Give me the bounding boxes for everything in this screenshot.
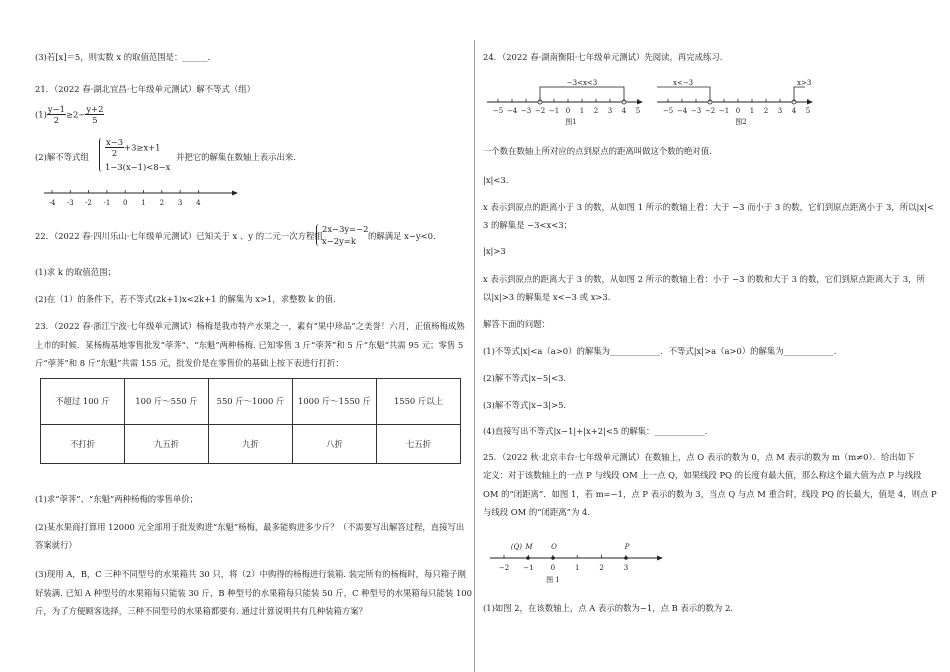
axis-arrow bbox=[657, 556, 663, 561]
tick-label: −1 bbox=[548, 107, 560, 115]
tick-label: −1 bbox=[523, 564, 534, 572]
q25-line3: OM 的“闭距离”．如图 1，若 m=−1，点 P 表示的数为 3，当点 Q 与点 M 重合时，线段 PQ 的长最大，值是 4，则点 P bbox=[483, 489, 937, 499]
tick-label: 4 bbox=[196, 199, 201, 207]
tick-label: 5 bbox=[635, 107, 641, 115]
q21-system-line2: 1−3(x−1)<8−x bbox=[105, 162, 171, 172]
fig1-caption: 图1 bbox=[565, 118, 577, 126]
fig-caption: 图 1 bbox=[546, 576, 560, 584]
tick-label: 1 bbox=[141, 199, 146, 207]
q25-line4: 与线段 OM 的“闭距离”为 4. bbox=[483, 507, 590, 517]
tick-label: 3 bbox=[623, 564, 629, 572]
tick-label: −4 bbox=[506, 107, 518, 115]
q21-part1: (1) $\frac{y-1}{2}$ ≥2− $\frac{y+2}{5}$ bbox=[35, 104, 104, 126]
q25-figure1 bbox=[485, 538, 675, 588]
table-cell: 不超过 100 斤 bbox=[41, 379, 125, 425]
tick-label: 2 bbox=[599, 564, 604, 572]
table-cell: 1550 斤以上 bbox=[377, 379, 461, 425]
q24-example1-explain-line2: 3 的解集是 −3<x<3； bbox=[483, 220, 572, 230]
table-cell: 100 斤～550 斤 bbox=[125, 379, 209, 425]
tick-label: -4 bbox=[48, 199, 56, 207]
table-cell: 1000 斤～1550 斤 bbox=[293, 379, 377, 425]
q23-part1: (1)求“荸荠”、“东魁”两种杨梅的零售单价； bbox=[35, 494, 198, 504]
tick-label: 5 bbox=[805, 107, 811, 115]
tick-label: −1 bbox=[718, 107, 730, 115]
table-cell: 九五折 bbox=[125, 425, 209, 464]
tick-label: −2 bbox=[704, 107, 716, 115]
bracket-right bbox=[794, 87, 805, 102]
q24-example1: |x|<3. bbox=[483, 175, 509, 185]
discount-table bbox=[40, 378, 461, 464]
q24-part4: (4)直接写出不等式|x−1|+|x+2|<5 的解集：____________. bbox=[483, 426, 708, 436]
q21-header: 21．（2022 春·湖北宜昌·七年级单元测试）解不等式（组） bbox=[35, 84, 256, 94]
label-o: O bbox=[551, 543, 557, 551]
q23-part2-line2: 答案就行） bbox=[35, 540, 77, 550]
tick-label: −3 bbox=[690, 107, 702, 115]
q24-example2-explain-line2: 以|x|>3 的解集是 x<−3 或 x>3. bbox=[483, 292, 611, 302]
tick-label: −4 bbox=[676, 107, 688, 115]
tick-label: 2 bbox=[159, 199, 165, 207]
q22-part1: (1)求 k 的取值范围； bbox=[35, 267, 116, 277]
tick-label: 0 bbox=[565, 107, 571, 115]
tick-label: −2 bbox=[498, 564, 510, 572]
fig2-label-left: x<−3 bbox=[673, 79, 694, 87]
q21-part2-label: (2)解不等式组 bbox=[35, 152, 89, 162]
table-header-row bbox=[41, 379, 461, 425]
q25-line2: 定义：对于该数轴上的一点 P 与线段 OM 上一点 Q，如果线段 PQ 的长度有最大值，那么称这个最大值为点 P 与线段 bbox=[483, 470, 922, 480]
tick-label: −5 bbox=[662, 107, 674, 115]
tick-label: 1 bbox=[579, 107, 585, 115]
fraction: $\frac{y+2}{5}$ bbox=[86, 104, 104, 126]
table-row bbox=[41, 425, 461, 464]
right-column bbox=[475, 0, 950, 672]
tick-label: 2 bbox=[593, 107, 599, 115]
tick-label: -3 bbox=[66, 199, 74, 207]
tick-label: 4 bbox=[791, 107, 797, 115]
tick-label: −2 bbox=[534, 107, 546, 115]
axis-ticks bbox=[499, 555, 628, 572]
tick-label: 4 bbox=[621, 107, 627, 115]
tick-label: −5 bbox=[492, 107, 504, 115]
q24-part1: (1)不等式|x|<a（a>0）的解集为____________．不等式|x|>a（a>0）的解集为____________. bbox=[483, 346, 837, 356]
q20-part3: (3)若[x]＝5，则实数 x 的取值范围是：______. bbox=[35, 52, 211, 62]
point-o bbox=[551, 556, 555, 560]
q23-line1: 23．（2022 春·浙江宁波·七年级单元测试）杨梅是我市特产水果之一，素有“果中珍品”之美誉！六月，正值杨梅成熟 bbox=[35, 321, 465, 331]
q21-number-line bbox=[40, 185, 240, 211]
tick-label: 1 bbox=[574, 564, 580, 572]
table-cell: 九折 bbox=[209, 425, 293, 464]
q23-part3-line3: 斤，为了方便顾客选择，三种不同型号的水果箱都要有. 通过计算说明共有几种装箱方案？ bbox=[35, 606, 367, 616]
tick-label: 3 bbox=[777, 107, 783, 115]
point-p bbox=[624, 556, 628, 560]
fig1-label: −3<x<3 bbox=[566, 79, 598, 87]
q22-part2: (2)在（1）的条件下，若不等式(2k+1)x<2k+1 的解集为 x>1，求整数 k 的值. bbox=[35, 294, 336, 304]
label-p: P bbox=[624, 543, 630, 551]
table-cell: 八折 bbox=[293, 425, 377, 464]
tick-label: 2 bbox=[763, 107, 769, 115]
axis-ticks bbox=[663, 99, 810, 115]
fig2-label-right: x>3 bbox=[797, 79, 812, 87]
tick-label: 3 bbox=[177, 199, 183, 207]
q24-example2: |x|>3 bbox=[483, 246, 506, 256]
tick-label: -1 bbox=[103, 199, 111, 207]
q24-task: 解答下面的问题： bbox=[483, 319, 550, 329]
table-cell: 550 斤～1000 斤 bbox=[209, 379, 293, 425]
tick-label: 3 bbox=[607, 107, 613, 115]
axis-arrow bbox=[232, 191, 238, 196]
q23-part3-line1: (3)现用 A，B，C 三种不同型号的水果箱共 30 只，将（2）中购得的杨梅进行装箱. 装完所有的杨梅时，每只箱子刚 bbox=[35, 569, 466, 579]
system-brace bbox=[99, 138, 104, 172]
fraction: $\frac{y-1}{2}$ bbox=[47, 104, 65, 126]
table-cell: 不打折 bbox=[41, 425, 125, 464]
fraction: $\frac{x-3}{2}$ bbox=[106, 137, 124, 159]
tick-label: 0 bbox=[735, 107, 741, 115]
q22-tail: 的解满足 x−y<0. bbox=[368, 231, 436, 241]
q24-header: 24．（2022 春·湖南衡阳·七年级单元测试）先阅读，再完成练习. bbox=[483, 52, 723, 62]
fig2-caption: 图2 bbox=[735, 118, 747, 126]
q24-part3: (3)解不等式|x−3|>5. bbox=[483, 400, 567, 410]
tick-label: -2 bbox=[85, 199, 93, 207]
q25-line1: 25．（2022 秋·北京丰台·七年级单元测试）在数轴上，点 O 表示的数为 0，点 M 表示的数为 m（m≠0）．给出如下 bbox=[483, 452, 915, 462]
system-brace bbox=[316, 224, 321, 246]
q22-header: 22．（2022 春·四川乐山·七年级单元测试）已知关于 x 、y 的二元一次方程组 bbox=[35, 231, 323, 241]
q23-part3-line2: 好装满. 已知 A 种型号的水果箱每只能装 30 斤，B 种型号的水果箱每只能装 50 斤，C 种型号的水果箱每只能装 100 bbox=[35, 588, 472, 598]
q23-line3: 斤“荸荠”和 8 斤“东魁”共需 155 元，批发价是在零售价的基础上按下表进行打折： bbox=[35, 358, 344, 368]
label-m: M bbox=[525, 543, 533, 551]
q21-part2-tail: 并把它的解集在数轴上表示出来. bbox=[176, 152, 296, 162]
tick-label: 0 bbox=[122, 199, 128, 207]
q24-figure2 bbox=[655, 76, 815, 126]
q22-system-line2: x−2y=k bbox=[322, 236, 356, 246]
tick-label: 1 bbox=[749, 107, 755, 115]
bracket-left bbox=[657, 87, 710, 102]
q24-definition: 一个数在数轴上所对应的点到原点的距离叫做这个数的绝对值. bbox=[483, 146, 712, 156]
q25-part1: (1)如图 2，在该数轴上，点 A 表示的数为−1，点 B 表示的数为 2. bbox=[483, 603, 733, 613]
q24-example2-explain-line1: x 表示到原点的距离大于 3 的数，从如图 2 所示的数轴上看：小于 −3 的数和大于 3 的数，它们到原点距离大于 3，所 bbox=[483, 274, 925, 284]
axis-ticks bbox=[493, 99, 640, 115]
tick-label: 0 bbox=[550, 564, 556, 572]
q23-line2: 上市的时候．某杨梅基地零售批发“荸荠”、“东魁”两种杨梅. 已知零售 3 斤“荸荠”和 5 斤“东魁”共需 95 元；零售 5 bbox=[35, 340, 464, 350]
q21-system-line1: $\frac{x-3}{2}$ +3≥x+1 bbox=[106, 137, 161, 159]
q24-part2: (2)解不等式|x−5|<3. bbox=[483, 373, 567, 383]
table-cell: 七五折 bbox=[377, 425, 461, 464]
q24-example1-explain-line1: x 表示到原点的距离小于 3 的数，从如图 1 所示的数轴上看：大于 −3 而小于 3 的数，它们到原点距离小于 3，所以|x|< bbox=[483, 202, 934, 212]
q23-part2-line1: (2)某水果商打算用 12000 元全部用于批发购进“东魁”杨梅，最多能购进多少斤？（不需要写出解答过程，直接写出 bbox=[35, 522, 465, 532]
point-m bbox=[526, 556, 530, 560]
q24-figure1 bbox=[485, 76, 645, 126]
tick-label: −3 bbox=[520, 107, 532, 115]
q22-system-line1: 2x−3y=−2 bbox=[322, 224, 369, 234]
label-q: (Q) bbox=[510, 543, 522, 551]
